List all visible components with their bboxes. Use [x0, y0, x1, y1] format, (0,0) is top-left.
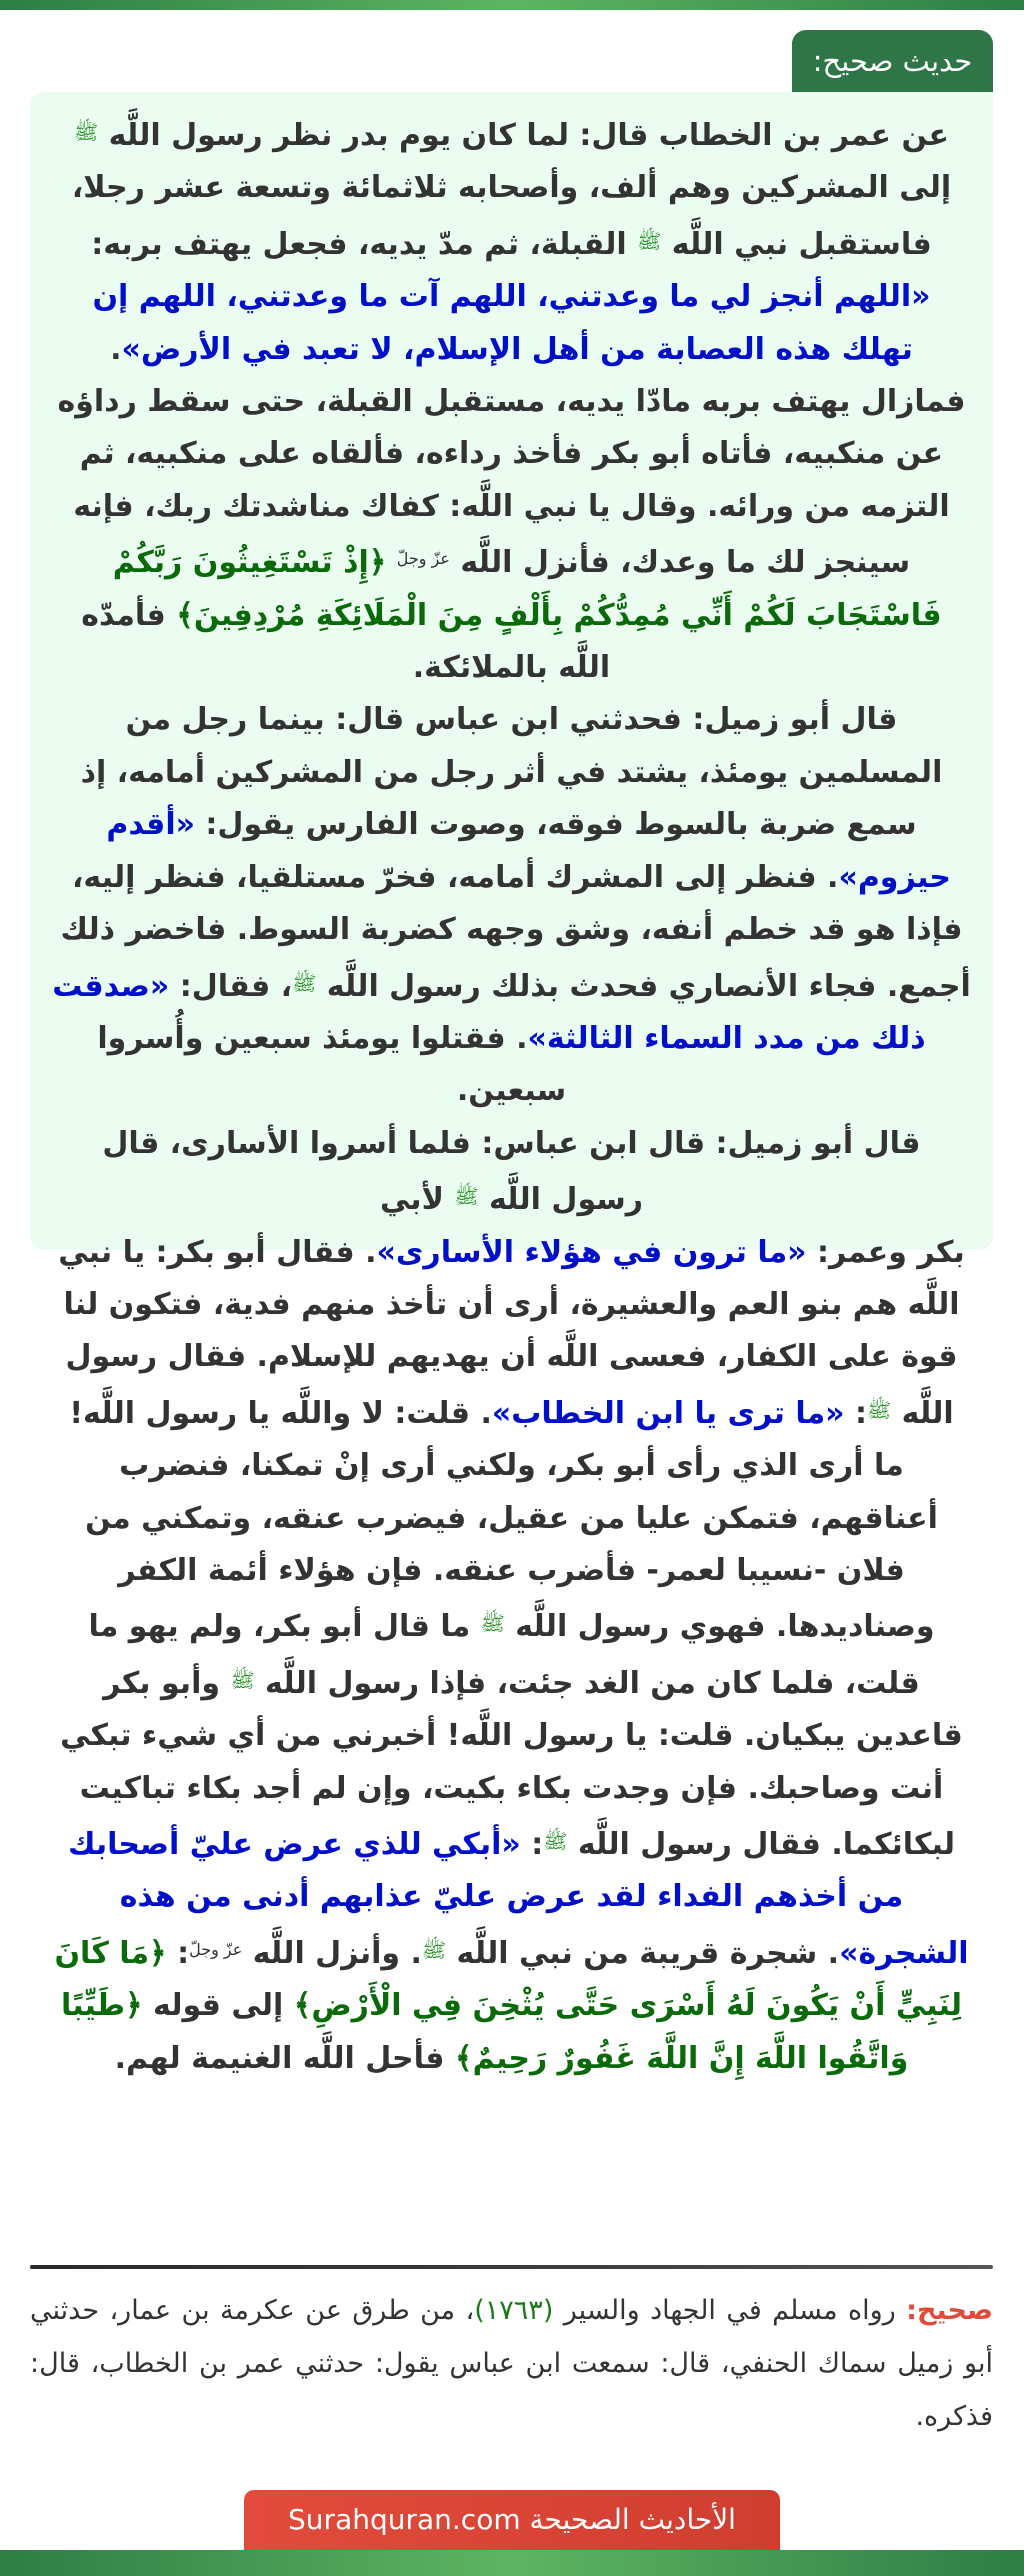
narration-text — [386, 545, 396, 580]
narration-text: بكر وعمر: — [806, 1234, 965, 1270]
pbuh-symbol-icon: ﷺ — [867, 1397, 892, 1422]
section-divider — [30, 2265, 993, 2269]
prophet-quote-text: «أقدم حيزوم» — [106, 807, 951, 895]
pbuh-symbol-icon: ﷺ — [292, 970, 317, 995]
hadith-paragraph — [52, 1227, 971, 2086]
hadith-header-title: حديث صحيح: — [812, 43, 973, 78]
hadith-header-tab — [792, 30, 993, 92]
pbuh-symbol-icon: ﷺ — [637, 228, 662, 253]
prophet-quote-text: «أبكي للذي عرض عليّ أصحابك من أخذهم الفداء لقد عرض عليّ عذابهم أدنى من هذه الشجرة» — [67, 1827, 969, 1971]
narration-text: . وأنزل اللَّه — [242, 1935, 422, 1971]
pbuh-symbol-icon: ﷺ — [230, 1667, 255, 1692]
azza-wajal-symbol-icon: عزّ وجلّ — [396, 549, 450, 569]
pbuh-symbol-icon: ﷺ — [480, 1611, 505, 1636]
pbuh-symbol-icon: ﷺ — [543, 1829, 568, 1853]
hadith-paragraph — [52, 694, 971, 1117]
grade-label: صحيح: — [906, 2295, 993, 2326]
azza-wajal-symbol-icon: عزّ وجلّ — [189, 1939, 243, 1959]
top-decorative-bar — [0, 0, 1024, 10]
narration-text: . فقتلوا يومئذ سبعين وأُسروا سبعين. — [97, 1020, 567, 1109]
bottom-decorative-bar — [0, 2550, 1024, 2576]
narration-text: لأبي — [379, 1182, 455, 1218]
pbuh-symbol-icon: ﷺ — [74, 120, 99, 144]
narration-text: . شجرة قريبة من نبي اللَّه — [446, 1935, 840, 1971]
narration-text: . فقال أبو بكر: يا نبي اللَّه هم بنو العم والعشيرة، أرى أن تأخذ منهم فدية، فتكون لنا قوة على الكفار، فعسى اللَّه أن يهديهم للإسلام. فقال رسول اللَّه — [58, 1234, 960, 1431]
pbuh-symbol-icon: ﷺ — [454, 1184, 479, 1209]
narration-text: وأبو بكر قاعدين يبكيان. قلت: يا رسول اللَّه! أخبرني من أي شيء تبكي أنت وصاحبك. فإن وجدت بكاء بكيت، وإن لم أجد بكاء تباكيت لبكائكما. فقال رسول اللَّه — [60, 1665, 963, 1862]
narration-text: قال أبو زميل: قال ابن عباس: فلما أسروا الأسارى، قال رسول اللَّه — [102, 1125, 921, 1218]
grade-reference-number: (١٧٦٣) — [474, 2295, 554, 2326]
prophet-quote-text: «صدقت ذلك من مدد السماء الثالثة» — [52, 968, 926, 1056]
narration-text: . قلت: لا واللَّه يا رسول اللَّه! ما أرى الذي رأى أبو بكر، ولكني أرى إنْ تمكنا، فنضرب أعناقهم، فتمكن عليا من عقيل، فيضرب عنقه، وتمكني من فلان -نسيبا لعمر- فأضرب عنقه. فإن هؤلاء أئمة الكفر وصناديدها. فهوي رسول اللَّه — [69, 1395, 938, 1645]
narration-text: ما قال أبو بكر، ولم يهو ما قلت، فلما كان من الغد جئت، فإذا رسول اللَّه — [88, 1609, 920, 1701]
narration-text: . فنظر إلى المشرك أمامه، فخرّ مستلقيا، فنظر إليه، فإذا هو قد خطم أنفه، وشق وجهه كضربة السوط. فاخضر ذلك أجمع. فجاء الأنصاري فحدث بذلك رسول اللَّه — [60, 859, 971, 1004]
grade-text-after: ، من طرق عن عكرمة بن عمار، حدثني أبو زميل سماك الحنفي، قال: سمعت ابن عباس يقول: حدثني عمر بن الخطاب، قال: فذكره. — [30, 2295, 993, 2432]
pbuh-symbol-icon: ﷺ — [421, 1937, 447, 1962]
narration-text: : — [166, 1935, 190, 1971]
narration-text: قال أبو زميل: فحدثني ابن عباس قال: بينما رجل من المسلمين يومئذ، يشتد في أثر رجل من المشركين أمامه، إذ سمع ضربة بالسوط فوقه، وصوت الفارس يقول: — [80, 702, 943, 843]
prophet-quote-text: «ما ترى يا ابن الخطاب» — [491, 1395, 845, 1431]
hadith-text-box — [30, 92, 993, 2076]
narration-text: . — [110, 331, 122, 367]
narration-text: : — [520, 1827, 544, 1862]
quran-verse-text: ﴿طَيِّبًا وَاتَّقُوا اللَّهَ إِنَّ اللَّهَ غَفُورٌ رَحِيمٌ﴾ — [61, 1988, 909, 2076]
narration-text: عن عمر بن الخطاب قال: لما كان يوم بدر نظر رسول اللَّه — [98, 118, 949, 153]
grade-text-before: رواه مسلم في الجهاد والسير — [553, 2295, 907, 2326]
narration-text: إلى المشركين وهم ألف، وأصحابه ثلاثمائة وتسعة عشر رجلا، فاستقبل نبي اللَّه — [71, 170, 952, 262]
prophet-quote-text: «ما ترون في هؤلاء الأسارى» — [376, 1234, 807, 1270]
quran-verse-text: ﴿مَا كَانَ لِنَبِيٍّ أَنْ يَكُونَ لَهُ أَسْرَى حَتَّى يُثْخِنَ فِي الْأَرْضِ﴾ — [54, 1935, 962, 2024]
narration-text: القبلة، ثم مدّ يديه، فجعل يهتف بربه: — [91, 226, 638, 262]
narration-text: فأحل اللَّه الغنيمة لهم. — [114, 2040, 455, 2076]
narration-text: فمازال يهتف بربه مادّا يديه، مستقبل القبلة، حتى سقط رداؤه عن منكبيه، فأتاه أبو بكر فأخذ رداءه، فألقاه على منكبيه، ثم التزمه من ورائه. وقال يا نبي اللَّه: كفاك مناشدتك ربك، فإنه سينجز لك ما وعدك، فأنزل اللَّه — [57, 384, 966, 581]
hadith-grade-section — [30, 2284, 993, 2443]
site-badge-label: الأحاديث الصحيحة Surahquran.com — [288, 2503, 736, 2536]
site-badge-link[interactable] — [244, 2490, 780, 2550]
hadith-paragraph — [52, 106, 971, 376]
hadith-paragraph — [52, 1118, 971, 1227]
hadith-paragraph — [52, 376, 971, 694]
quran-verse-text: ﴿إِذْ تَسْتَغِيثُونَ رَبَّكُمْ فَاسْتَجَابَ لَكُمْ أَنِّي مُمِدُّكُمْ بِأَلْفٍ مِنَ الْمَلَائِكَةِ مُرْدِفِينَ﴾ — [112, 545, 942, 633]
narration-text: فأمدّه اللَّه بالملائكة. — [81, 597, 611, 686]
narration-text: : — [844, 1395, 868, 1431]
prophet-quote-text: «اللهم أنجز لي ما وعدتني، اللهم آت ما وعدتني، اللهم إن تهلك هذه العصابة من أهل الإسلام، لا تعبد في الأرض» — [92, 279, 931, 367]
narration-text: ، فقال: — [169, 968, 293, 1004]
narration-text: إلى قوله — [142, 1988, 294, 2024]
